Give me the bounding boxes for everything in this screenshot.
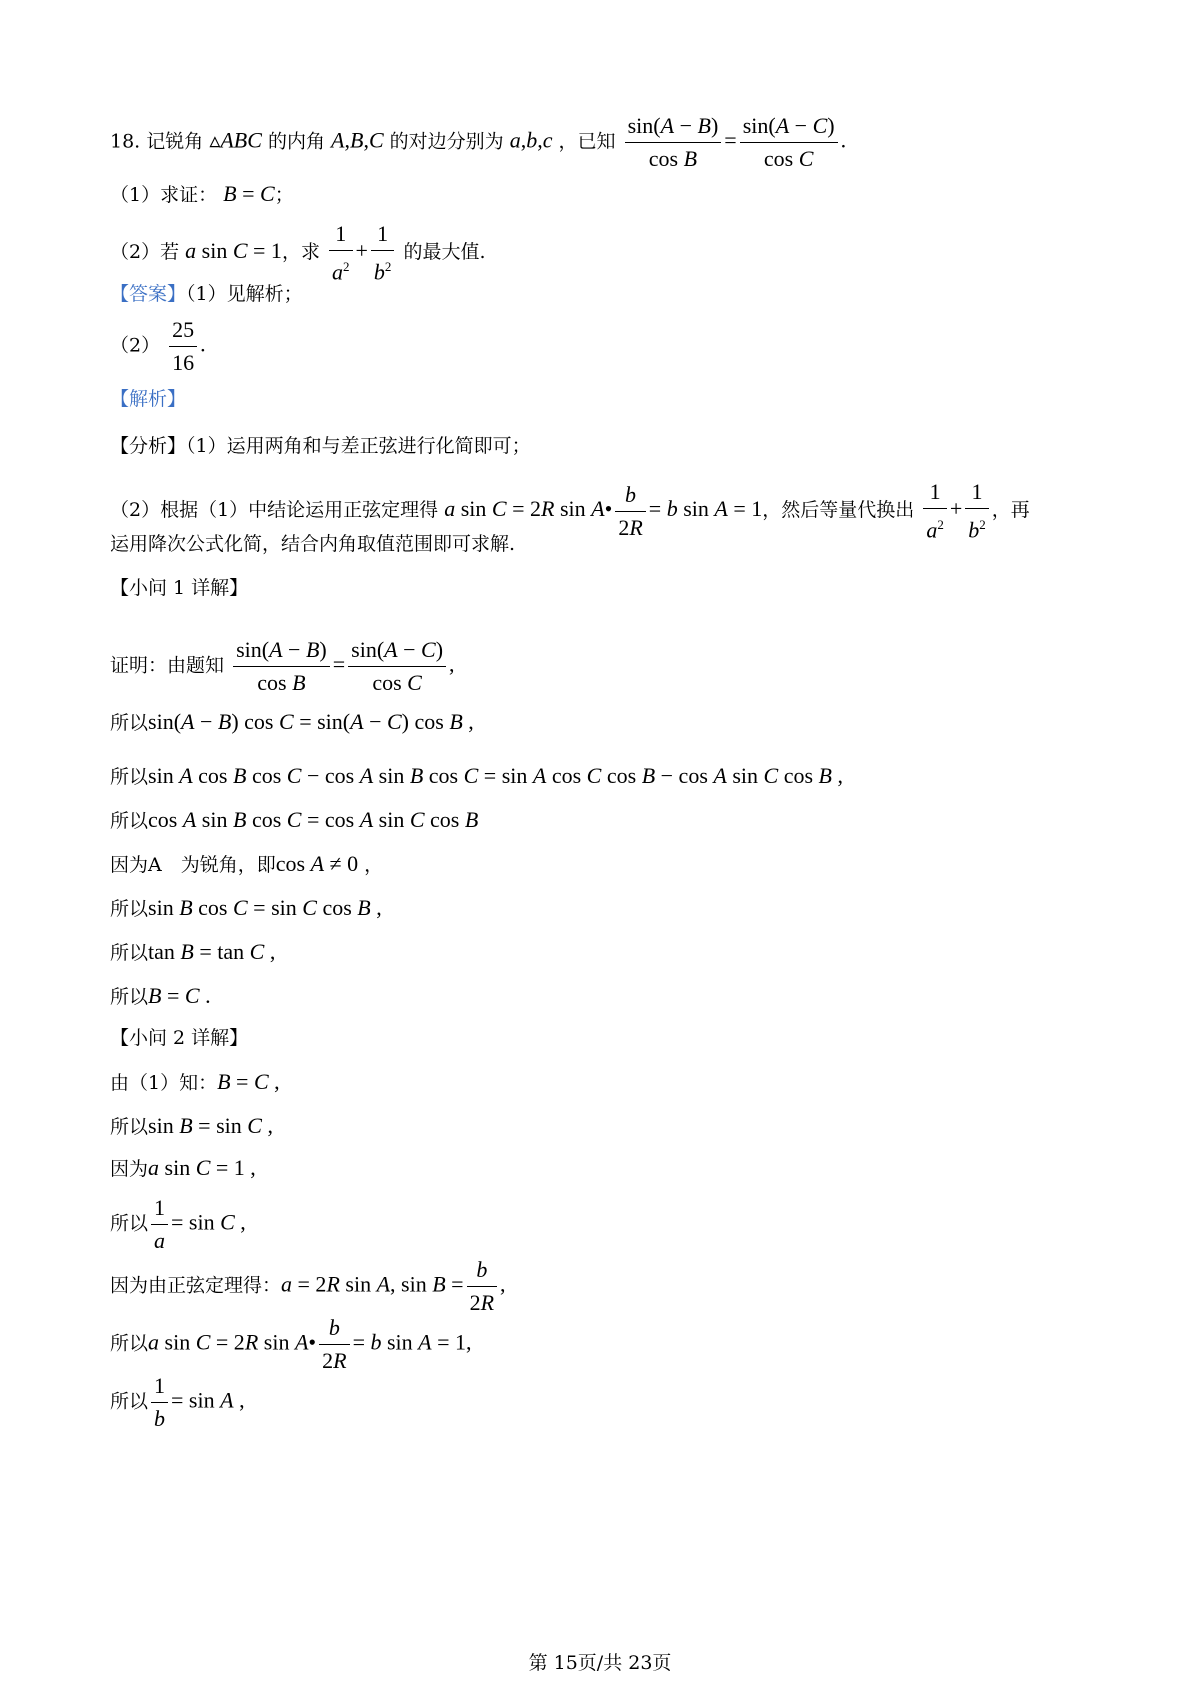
detail2-l7: 所以 $\frac{1}{b}$ = sin A , — [110, 1373, 245, 1431]
detail2-l1: 由（1）知：B = C , — [110, 1069, 280, 1094]
detail1-l6: 所以sin B cos C = sin C cos B , — [110, 895, 382, 920]
detail1-l3: 所以sin A cos B cos C − cos A sin B cos C = sin A cos C cos B − cos A sin C cos B , — [110, 763, 843, 788]
detail2-l5: 因为由正弦定理得：a = 2R sin A, sin B = $\frac{b}{2R}$ , — [110, 1257, 506, 1315]
fenxi-part2-cont: 运用降次公式化简，结合内角取值范围即可求解. — [110, 533, 516, 555]
problem-part1: （1）求证： B = C； — [110, 181, 294, 206]
fenxi-line: 【分析】（1）运用两角和与差正弦进行化简即可； — [110, 435, 531, 457]
detail1-l2: 所以sin(A − B) cos C = sin(A − C) cos B , — [110, 709, 474, 734]
detail1-l7: 所以tan B = tan C , — [110, 939, 276, 964]
fenxi-part2: （2）根据（1）中结论运用正弦定理得 a sin C = 2R sin A• $\frac{b}{2R}$ = b sin A = 1，然后等量代换出 $\frac{1}{a^2}$ + $\frac{1}{b^2}$ ，再 — [110, 479, 1030, 543]
detail1-l1: 证明：由题知 $\frac{\sin(A - B)}{\text{cos B}}$ = $\frac{\sin(A - C)}{\text{cos C}}$ , — [110, 637, 455, 695]
answer-label: 【答案】 — [110, 283, 187, 305]
detail2-l3: 因为a sin C = 1 , — [110, 1155, 256, 1180]
page-number: 第 15页/共 23页 — [528, 1652, 672, 1674]
detail2-l6: 所以a sin C = 2R sin A• $\frac{b}{2R}$ = b sin A = 1, — [110, 1315, 472, 1373]
given-fraction-left: $\frac{\sin(A - B)}{\text{cos B}}$ — [625, 112, 722, 173]
detail1-l8: 所以B = C . — [110, 983, 211, 1008]
problem-statement: 18. 记锐角 ▵ABC 的内角 A,B,C 的对边分别为 a,b,c ，已知 $\frac{\sin(A - B)}{\text{cos B}}$ = $\frac{\sin(A - C)}{\text{cos C}}$ . — [110, 113, 847, 171]
detail1-l5: 因为A 为锐角，即cos A ≠ 0 ， — [110, 851, 384, 876]
detail1-l4: 所以cos A sin B cos C = cos A sin C cos B — [110, 807, 479, 832]
answer-line2: （2） $\frac{25}{16}$ . — [110, 317, 206, 375]
answer-line1: 【答案】（1）见解析； — [110, 283, 303, 305]
detail2-l4: 所以 $\frac{1}{a}$ = sin C , — [110, 1195, 246, 1253]
detail2-l2: 所以sin B = sin C , — [110, 1113, 273, 1138]
given-fraction-right: $\frac{\sin(A - C)}{\text{cos C}}$ — [740, 112, 838, 173]
problem-part2: （2）若 a sin C = 1，求 $\frac{1}{a^2}$ + $\frac{1}{b^2}$ 的最大值. — [110, 221, 486, 285]
detail1-label: 【小问 1 详解】 — [110, 577, 249, 599]
analysis-label: 【解析】 — [110, 388, 187, 410]
detail2-label: 【小问 2 详解】 — [110, 1027, 249, 1049]
